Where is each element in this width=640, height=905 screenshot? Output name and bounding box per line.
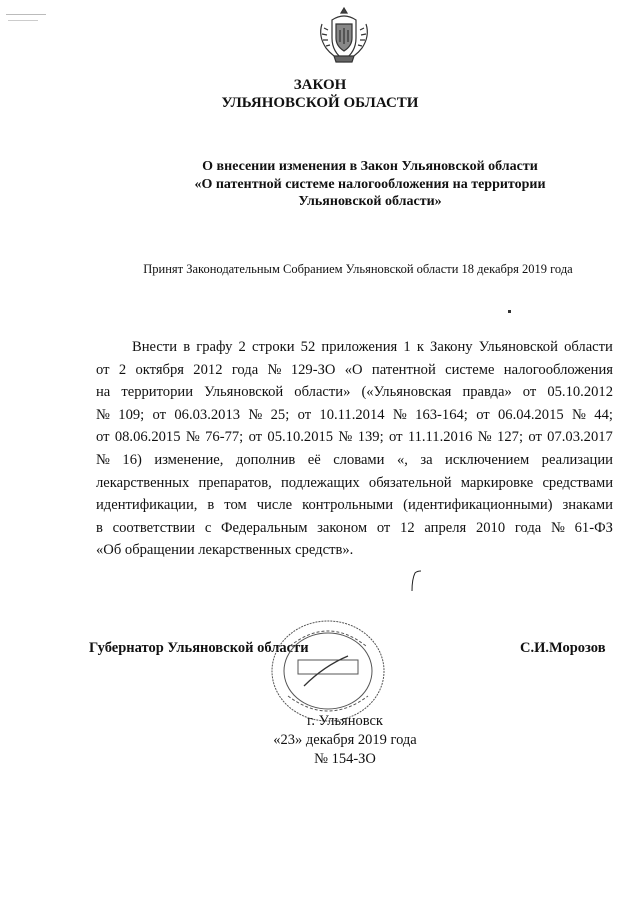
body-word: от bbox=[152, 406, 167, 423]
body-word: Закону bbox=[430, 339, 473, 355]
body-word: «, bbox=[396, 451, 408, 468]
body-word: правда» bbox=[462, 384, 512, 401]
body-word: Ульяновской bbox=[478, 339, 558, 355]
signatory-title: Губернатор Ульяновской области bbox=[89, 640, 309, 656]
body-word: 05.10.2012 bbox=[547, 384, 613, 401]
body-word: от bbox=[297, 406, 312, 423]
pen-mark bbox=[408, 570, 424, 592]
body-word: 06.03.2013 bbox=[174, 406, 241, 423]
body-word: от bbox=[476, 406, 490, 423]
body-word: препаратов, bbox=[198, 474, 272, 491]
body-word: 25; bbox=[270, 406, 290, 423]
body-word: налогообложения bbox=[503, 361, 613, 378]
body-word: № bbox=[248, 406, 263, 423]
body-word: 06.04.2015 bbox=[498, 406, 564, 423]
body-line bbox=[96, 449, 613, 472]
body-word: № bbox=[96, 406, 110, 423]
signatory-name: С.И.Морозов bbox=[520, 640, 606, 656]
issuer-heading: УЛЬЯНОВСКОЙ ОБЛАСТИ bbox=[221, 95, 419, 111]
body-word: 163-164; bbox=[415, 406, 468, 423]
law-title-line: «О патентной системе налогообложения на территории bbox=[194, 176, 546, 192]
body-word: 16) bbox=[122, 451, 142, 468]
body-word: № bbox=[550, 519, 565, 536]
body-word: года bbox=[231, 361, 259, 378]
body-word: 127; bbox=[497, 429, 523, 446]
body-line bbox=[96, 426, 613, 449]
body-line bbox=[96, 539, 613, 562]
body-word: 2010 bbox=[475, 519, 506, 536]
body-word: 1 bbox=[403, 339, 411, 355]
body-word: (идентификационными) bbox=[403, 497, 553, 514]
body-word: Внести bbox=[132, 339, 178, 355]
body-word: октября bbox=[135, 361, 184, 378]
body-word: изменение, bbox=[154, 451, 224, 468]
body-word: 07.03.2017 bbox=[547, 429, 613, 446]
law-title-line: Ульяновской области» bbox=[298, 194, 442, 209]
body-word: 129-ЗО bbox=[290, 361, 336, 378]
body-word: графу bbox=[196, 339, 233, 355]
body-word: 139; bbox=[357, 429, 384, 446]
body-word: 2 bbox=[238, 339, 246, 355]
body-word: реализации bbox=[541, 451, 613, 468]
body-word: № bbox=[96, 451, 110, 468]
body-word: № bbox=[477, 429, 492, 446]
body-word: законом bbox=[317, 519, 368, 536]
body-word: № bbox=[572, 406, 586, 423]
body-word: 2 bbox=[118, 361, 127, 378]
body-word: дополнив bbox=[235, 451, 296, 468]
law-title-line: О внесении изменения в Закон Ульяновской области bbox=[202, 159, 538, 174]
body-line bbox=[96, 381, 613, 404]
body-word: исключением bbox=[445, 451, 530, 468]
body-word: её bbox=[307, 451, 321, 468]
place-of-signing: г. Ульяновск bbox=[307, 713, 383, 729]
body-word: от bbox=[96, 429, 110, 446]
body-word: 109; bbox=[118, 406, 145, 423]
law-number: № 154-ЗО bbox=[314, 751, 376, 767]
body-word: в bbox=[207, 497, 215, 514]
body-line bbox=[96, 336, 613, 359]
body-word: «Об обращении лекарственных средств». bbox=[96, 542, 354, 559]
body-word: системе bbox=[445, 361, 495, 378]
adoption-note: Принят Законодательным Собранием Ульяновской области 18 декабря 2019 года bbox=[143, 262, 573, 276]
coat-of-arms-emblem bbox=[312, 4, 376, 68]
body-word: области» bbox=[294, 384, 351, 401]
body-word: от bbox=[96, 361, 110, 378]
body-word: патентной bbox=[371, 361, 436, 378]
body-word: том bbox=[224, 497, 247, 514]
body-line bbox=[96, 517, 613, 540]
body-word: средствами bbox=[542, 474, 613, 491]
body-word: от bbox=[376, 519, 391, 536]
body-line bbox=[96, 472, 613, 495]
body-line bbox=[96, 494, 613, 517]
document-type-heading: ЗАКОН bbox=[293, 77, 347, 93]
body-word: года bbox=[514, 519, 542, 536]
official-stamp bbox=[268, 616, 388, 726]
body-word: 08.06.2015 bbox=[114, 429, 181, 446]
body-word: лекарственных bbox=[96, 474, 190, 491]
body-word: области bbox=[564, 339, 613, 355]
body-word: в bbox=[183, 339, 191, 355]
body-word: идентификации, bbox=[96, 497, 198, 514]
body-line bbox=[96, 359, 613, 382]
body-word: «О bbox=[344, 361, 363, 378]
body-word: территории bbox=[121, 384, 194, 401]
body-word: знаками bbox=[562, 497, 613, 514]
body-word: соответствии bbox=[112, 519, 196, 536]
body-word: к bbox=[416, 339, 424, 355]
body-word: словами bbox=[333, 451, 385, 468]
body-word: 76-77; bbox=[205, 429, 244, 446]
law-body bbox=[96, 336, 613, 562]
scan-artifact bbox=[508, 310, 511, 313]
scan-artifact bbox=[8, 20, 38, 21]
body-word: апреля bbox=[424, 519, 467, 536]
body-word: от bbox=[248, 429, 263, 446]
body-word: 12 bbox=[400, 519, 415, 536]
body-word: 61-ФЗ bbox=[574, 519, 613, 536]
body-word: («Ульяновская bbox=[361, 384, 452, 401]
body-word: обязательной bbox=[368, 474, 452, 491]
scan-artifact bbox=[6, 14, 46, 15]
body-word: 10.11.2014 bbox=[319, 406, 385, 423]
body-word: 11.11.2016 bbox=[407, 429, 473, 446]
body-word: за bbox=[420, 451, 433, 468]
body-word: Федеральным bbox=[221, 519, 308, 536]
body-word: с bbox=[204, 519, 212, 536]
body-word: маркировке bbox=[460, 474, 534, 491]
body-word: в bbox=[96, 519, 103, 536]
body-line bbox=[96, 404, 613, 427]
body-word: № bbox=[338, 429, 353, 446]
body-word: от bbox=[522, 384, 537, 401]
law-title bbox=[110, 158, 630, 211]
body-word: 52 bbox=[300, 339, 316, 355]
body-word: подлежащих bbox=[280, 474, 360, 491]
body-word: от bbox=[528, 429, 542, 446]
body-word: 44; bbox=[594, 406, 613, 423]
body-word: на bbox=[96, 384, 111, 401]
body-word: приложения bbox=[321, 339, 398, 355]
body-word: № bbox=[392, 406, 407, 423]
body-word: Ульяновской bbox=[204, 384, 284, 401]
body-word: № bbox=[267, 361, 282, 378]
signing-date: «23» декабря 2019 года bbox=[273, 732, 417, 748]
body-word: от bbox=[389, 429, 403, 446]
body-word: № bbox=[185, 429, 200, 446]
body-word: контрольными bbox=[302, 497, 394, 514]
body-word: 05.10.2015 bbox=[267, 429, 334, 446]
body-word: числе bbox=[256, 497, 293, 514]
body-word: строки bbox=[251, 339, 295, 355]
body-word: 2012 bbox=[193, 361, 223, 378]
